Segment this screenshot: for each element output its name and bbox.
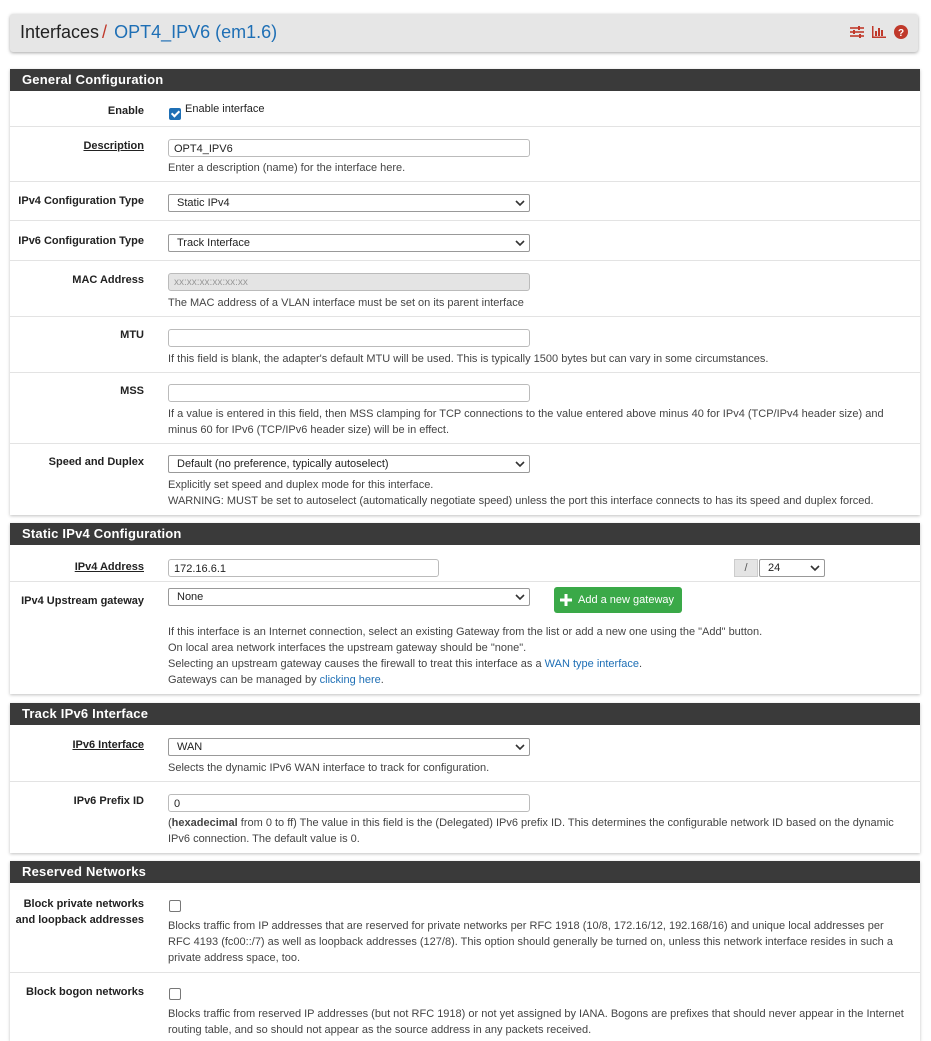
track-ipv6-panel — [10, 703, 920, 853]
ipv4-type-label: IPv4 Configuration Type — [18, 195, 144, 207]
panel-heading: General Configuration — [10, 69, 920, 91]
speed-row — [10, 444, 920, 515]
description-label: Description — [83, 140, 144, 152]
chevron-down-icon — [810, 564, 820, 572]
breadcrumb-separator: / — [102, 22, 108, 42]
ipv4-gateway-select[interactable] — [168, 588, 530, 606]
chevron-down-icon — [515, 239, 525, 247]
block-bogon-row — [10, 973, 920, 1041]
speed-value: Default (no preference, typically autoselect) — [177, 458, 389, 470]
reserved-networks-panel — [10, 861, 920, 1041]
block-private-help-line2: RFC 4193 (fc00::/7) as well as loopback addresses (127/8). This option should generally be turned on, unless this network interface resides in such a — [168, 936, 893, 948]
enable-label: Enable — [107, 105, 144, 117]
mss-label: MSS — [120, 385, 144, 397]
prefix-id-help-line2: IPv6 connection. The default value is 0. — [168, 833, 360, 845]
panel-heading: Static IPv4 Configuration — [10, 523, 920, 545]
ipv4-gateway-value: None — [177, 591, 204, 603]
ipv6-type-value: Track Interface — [177, 237, 250, 249]
mtu-input[interactable] — [168, 329, 530, 347]
mss-help-line1: If a value is entered in this field, then MSS clamping for TCP connections to the value entered above minus 40 for IPv4 (TCP/IPv4 header size) and — [168, 408, 884, 420]
description-help: Enter a description (name) for the interface here. — [168, 162, 406, 174]
ipv6-type-row — [10, 221, 920, 261]
description-row — [10, 127, 920, 182]
mss-input[interactable] — [168, 384, 530, 402]
block-private-row — [10, 883, 920, 973]
cidr-prefix-value: 24 — [768, 562, 781, 574]
block-bogon-checkbox[interactable] — [169, 988, 181, 1000]
gateway-help-line3-end: . — [639, 658, 643, 670]
ipv4-address-label: IPv4 Address — [74, 561, 144, 573]
gateway-help-line1: If this interface is an Internet connection, select an existing Gateway from the list or add a new one using the "Add" button. — [168, 626, 763, 638]
prefix-id-help-open: ( — [168, 817, 172, 829]
enable-checkbox-text: Enable interface — [185, 103, 265, 115]
ipv4-type-value: Static IPv4 — [177, 197, 230, 209]
panel-heading: Reserved Networks — [10, 861, 920, 883]
prefix-id-help-line1 — [168, 815, 894, 831]
cidr-prefix-select[interactable] — [759, 559, 825, 577]
gateway-help-line2: On local area network interfaces the upstream gateway should be "none". — [168, 642, 527, 654]
clicking-here-link[interactable]: clicking here — [319, 674, 381, 686]
prefix-id-help-bold: hexadecimal — [171, 817, 238, 829]
block-bogon-help-line1: Blocks traffic from reserved IP addresses (but not RFC 1918) or not yet assigned by IANA. Bogons are prefixes that should never appear in the Internet — [168, 1008, 904, 1020]
speed-select[interactable] — [168, 455, 530, 473]
block-private-checkbox[interactable] — [169, 900, 181, 912]
gateway-help-line4-end: . — [380, 674, 384, 686]
block-bogon-help-line2: routing table, and so should not appear as the source address in any packets received. — [168, 1024, 592, 1036]
speed-help-line1: Explicitly set speed and duplex mode for this interface. — [168, 479, 434, 491]
add-gateway-button-label: Add a new gateway — [578, 594, 675, 606]
gateway-help-line4 — [168, 672, 384, 688]
mac-row — [10, 261, 920, 317]
chevron-down-icon — [515, 743, 525, 751]
ipv4-gateway-label: IPv4 Upstream gateway — [21, 595, 144, 607]
mtu-row — [10, 317, 920, 373]
add-gateway-button[interactable] — [554, 587, 682, 613]
mac-help: The MAC address of a VLAN interface must be set on its parent interface — [168, 297, 524, 309]
ipv6-interface-row — [10, 725, 920, 782]
block-private-label-line1: Block private networks — [23, 898, 144, 910]
ipv4-type-row — [10, 182, 920, 221]
block-private-label-line2: and loopback addresses — [15, 914, 144, 926]
speed-label: Speed and Duplex — [48, 456, 144, 468]
ipv6-interface-label: IPv6 Interface — [72, 739, 144, 751]
ipv4-gateway-row — [10, 582, 920, 694]
ipv6-interface-help: Selects the dynamic IPv6 WAN interface to track for configuration. — [168, 762, 490, 774]
static-ipv4-panel — [10, 523, 920, 694]
ipv6-prefix-id-input[interactable]: 0 — [168, 794, 530, 812]
block-private-help-line1: Blocks traffic from IP addresses that are reserved for private networks per RFC 1918 (10/8, 172.16/12, 192.168/16) and unique local addresses per — [168, 920, 884, 932]
sliders-icon[interactable] — [850, 25, 864, 39]
mac-label: MAC Address — [72, 274, 144, 286]
description-input[interactable]: OPT4_IPV6 — [168, 139, 530, 157]
mss-help-line2: minus 60 for IPv6 (TCP/IPv6 header size) will be in effect. — [168, 424, 450, 436]
chevron-down-icon — [515, 593, 525, 601]
breadcrumb — [20, 22, 277, 43]
ipv4-address-row — [10, 545, 920, 582]
breadcrumb-bar — [10, 14, 918, 52]
enable-row — [10, 91, 920, 127]
wan-type-interface-link[interactable]: WAN type interface — [544, 658, 640, 670]
ipv6-type-label: IPv6 Configuration Type — [18, 235, 144, 247]
ipv6-interface-value: WAN — [177, 741, 203, 753]
block-bogon-label: Block bogon networks — [26, 986, 144, 998]
ipv6-prefix-id-label: IPv6 Prefix ID — [73, 795, 144, 807]
ipv6-prefix-id-row — [10, 782, 920, 853]
gateway-help-line3 — [168, 656, 642, 672]
panel-heading: Track IPv6 Interface — [10, 703, 920, 725]
enable-checkbox[interactable] — [169, 108, 181, 120]
help-icon[interactable] — [894, 25, 908, 39]
mss-row — [10, 373, 920, 444]
chevron-down-icon — [515, 199, 525, 207]
bar-chart-icon[interactable] — [872, 25, 886, 39]
mac-input: xx:xx:xx:xx:xx:xx — [168, 273, 530, 291]
ipv4-type-select[interactable] — [168, 194, 530, 212]
ipv4-address-input[interactable]: 172.16.6.1 — [168, 559, 439, 577]
block-private-help-line3: private address space, too. — [168, 952, 301, 964]
ipv6-interface-select[interactable] — [168, 738, 530, 756]
chevron-down-icon — [515, 460, 525, 468]
general-configuration-panel — [10, 69, 920, 515]
breadcrumb-current[interactable]: OPT4_IPV6 (em1.6) — [114, 22, 278, 42]
gateway-help-line3-text: Selecting an upstream gateway causes the firewall to treat this interface as a — [168, 658, 542, 670]
cidr-slash: / — [734, 559, 758, 577]
plus-icon — [560, 594, 572, 606]
gateway-help-line4-text: Gateways can be managed by — [168, 674, 317, 686]
mtu-help: If this field is blank, the adapter's default MTU will be used. This is typically 1500 bytes but can vary in some circumstances. — [168, 353, 769, 365]
speed-help-line2: WARNING: MUST be set to autoselect (automatically negotiate speed) unless the port this interface connects to has its speed and duplex forced. — [168, 495, 874, 507]
mtu-label: MTU — [120, 329, 144, 341]
breadcrumb-section: Interfaces — [20, 22, 100, 42]
svg-text:?: ? — [897, 28, 905, 39]
ipv6-type-select[interactable] — [168, 234, 530, 252]
prefix-id-help-text: from 0 to ff) The value in this field is the (Delegated) IPv6 prefix ID. This determines the configurable network ID based on the dynamic — [237, 817, 894, 829]
